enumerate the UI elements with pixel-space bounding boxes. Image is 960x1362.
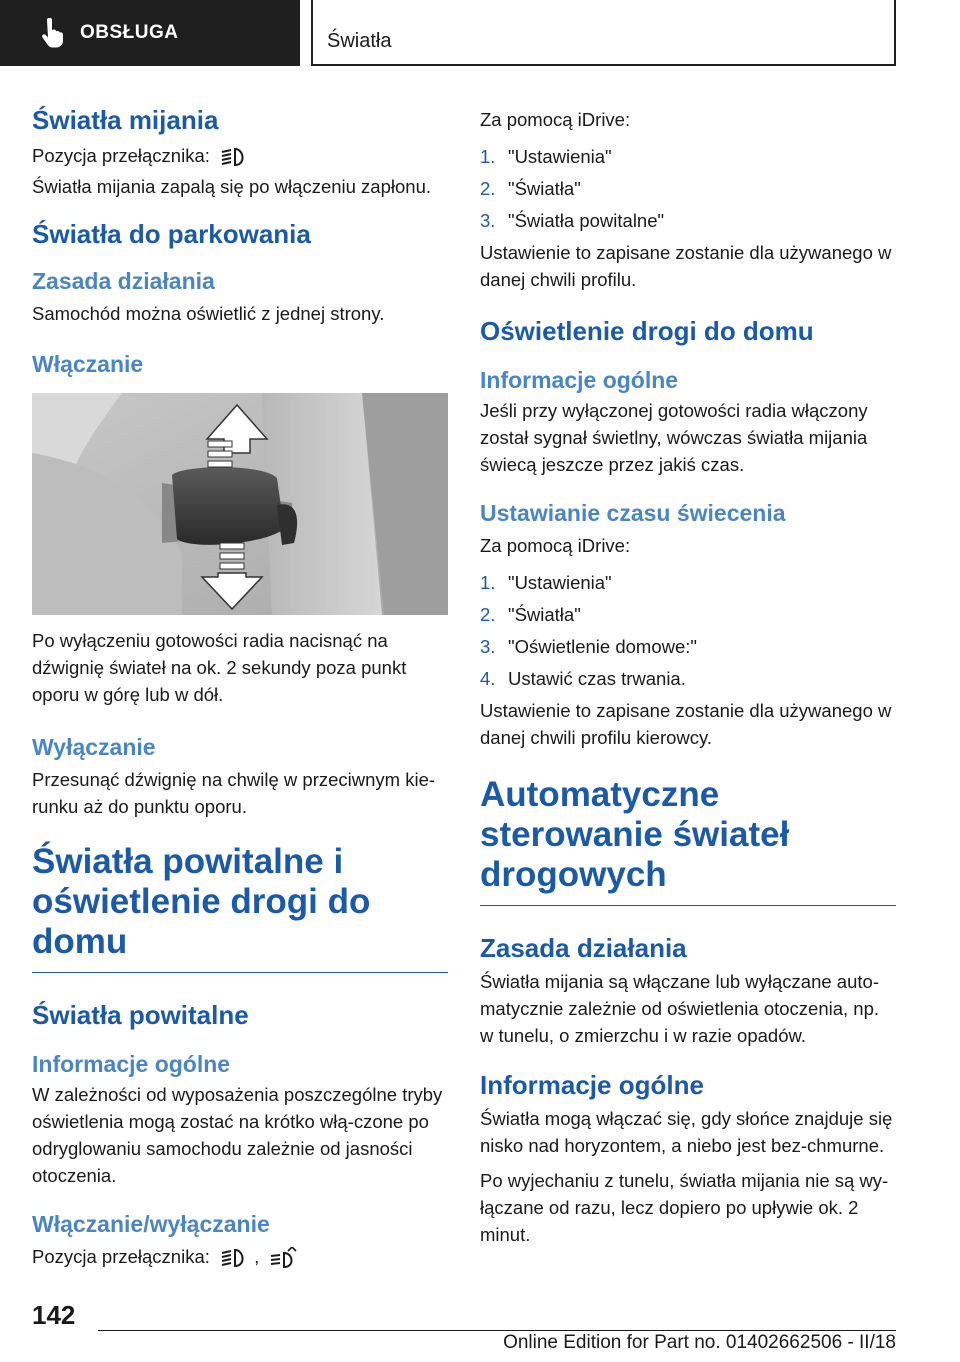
- light-switch-lever-photo: [32, 393, 448, 615]
- low-beam-symbol-icon: [219, 146, 249, 168]
- page-number: 142: [32, 1300, 76, 1330]
- list-item: 3. "Światła powitalne": [480, 210, 665, 231]
- low-beam-text: Światła mijania zapalą się po włączeniu zapłonu.: [32, 176, 432, 197]
- parking-on-text: Po wyłączeniu gotowości radia nacisnąć na dźwignię świateł na ok. 2 sekundy poza punkt oporu w górę lub w dół.: [32, 630, 407, 705]
- low-beam-position: [32, 142, 448, 169]
- footer-divider: [98, 1330, 896, 1331]
- home-general-text: Jeśli przy wyłączonej gotowości radia włączony został sygnał świetlny, wówczas światła mijania świecą jeszcze przez jakiś czas.: [480, 400, 868, 475]
- auto-general-text-1: Światła mogą włączać się, gdy słońce znajduje się nisko nad horyzontem, a niebo jest bez-chmurne.: [480, 1108, 893, 1156]
- list-item: 4. Ustawić czas trwania.: [480, 668, 686, 689]
- home-heading: Oświetlenie drogi do domu: [480, 316, 814, 346]
- welcome-general-heading: Informacje ogólne: [32, 1051, 231, 1077]
- symbol-separator: ,: [254, 1246, 260, 1267]
- idrive-intro: Za pomocą iDrive:: [480, 109, 631, 130]
- home-general-heading: Informacje ogólne: [480, 367, 679, 393]
- section-tab: [0, 0, 300, 66]
- right-column: [480, 100, 896, 1248]
- auto-main-heading: Automatyczne sterowanie świateł drogowych: [480, 775, 896, 906]
- welcome-main-heading: Światła powitalne i oświetlenie drogi do domu: [32, 842, 448, 973]
- low-beam-heading: Światła mijania: [32, 105, 219, 135]
- welcome-heading: Światła powitalne: [32, 1000, 249, 1030]
- welcome-onoff-position: [32, 1243, 448, 1270]
- chapter-box: [311, 0, 896, 66]
- list-item: 1. "Ustawienia": [480, 572, 612, 593]
- list-item: 2. "Światła": [480, 604, 581, 625]
- home-idrive-intro: Za pomocą iDrive:: [480, 535, 631, 556]
- hand-pointer-icon: [38, 18, 66, 48]
- home-time-heading: Ustawianie czasu świecenia: [480, 500, 786, 526]
- auto-principle-heading: Zasada działania: [480, 933, 687, 963]
- parking-heading: Światła do parkowania: [32, 219, 311, 249]
- auto-general-text-2: Po wyjechaniu z tunelu, światła mijania nie są wy-łączane od razu, lecz dopiero po upływie ok. 2 minut.: [480, 1170, 889, 1245]
- list-item: 1. "Ustawienia": [480, 146, 612, 167]
- welcome-onoff-heading: Włączanie/wyłączanie: [32, 1211, 270, 1237]
- auto-general-heading: Informacje ogólne: [480, 1070, 704, 1100]
- parking-on-heading: Włączanie: [32, 351, 144, 377]
- low-beam-symbol-icon: [219, 1247, 249, 1269]
- welcome-steps-list: [480, 143, 896, 234]
- welcome-onoff-position-label: Pozycja przełącznika:: [32, 1246, 210, 1267]
- low-beam-position-label: Pozycja przełącznika:: [32, 145, 210, 166]
- list-item: 3. "Oświetlenie domowe:": [480, 636, 697, 657]
- left-column: [32, 100, 448, 1270]
- list-item: 2. "Światła": [480, 178, 581, 199]
- edition-footer: Online Edition for Part no. 01402662506 - II/18: [503, 1332, 896, 1353]
- chapter-label: Światła: [327, 30, 392, 52]
- auto-headlight-symbol-icon: [268, 1247, 298, 1269]
- parking-principle-text: Samochód można oświetlić z jednej strony.: [32, 303, 385, 324]
- auto-principle-text: Światła mijania są włączane lub wyłączane auto-matycznie zależnie od oświetlenia otoczenia, np. w tunelu, o zmierzchu i w razie opadów.: [480, 971, 880, 1046]
- home-saved-text: Ustawienie to zapisane zostanie dla używanego w danej chwili profilu kierowcy.: [480, 700, 892, 748]
- welcome-general-text: W zależności od wyposażenia poszczególne tryby oświetlenia mogą zostać na krótko włą-czone po odryglowaniu samochodu zależnie od jasności otoczenia.: [32, 1084, 443, 1186]
- parking-principle-heading: Zasada działania: [32, 268, 215, 294]
- section-label: OBSŁUGA: [80, 22, 179, 43]
- welcome-saved-text: Ustawienie to zapisane zostanie dla używanego w danej chwili profilu.: [480, 242, 892, 290]
- parking-off-heading: Wyłączanie: [32, 734, 156, 760]
- parking-off-text: Przesunąć dźwignię na chwilę w przeciwnym kie-runku aż do punktu oporu.: [32, 769, 436, 817]
- home-steps-list: [480, 569, 896, 692]
